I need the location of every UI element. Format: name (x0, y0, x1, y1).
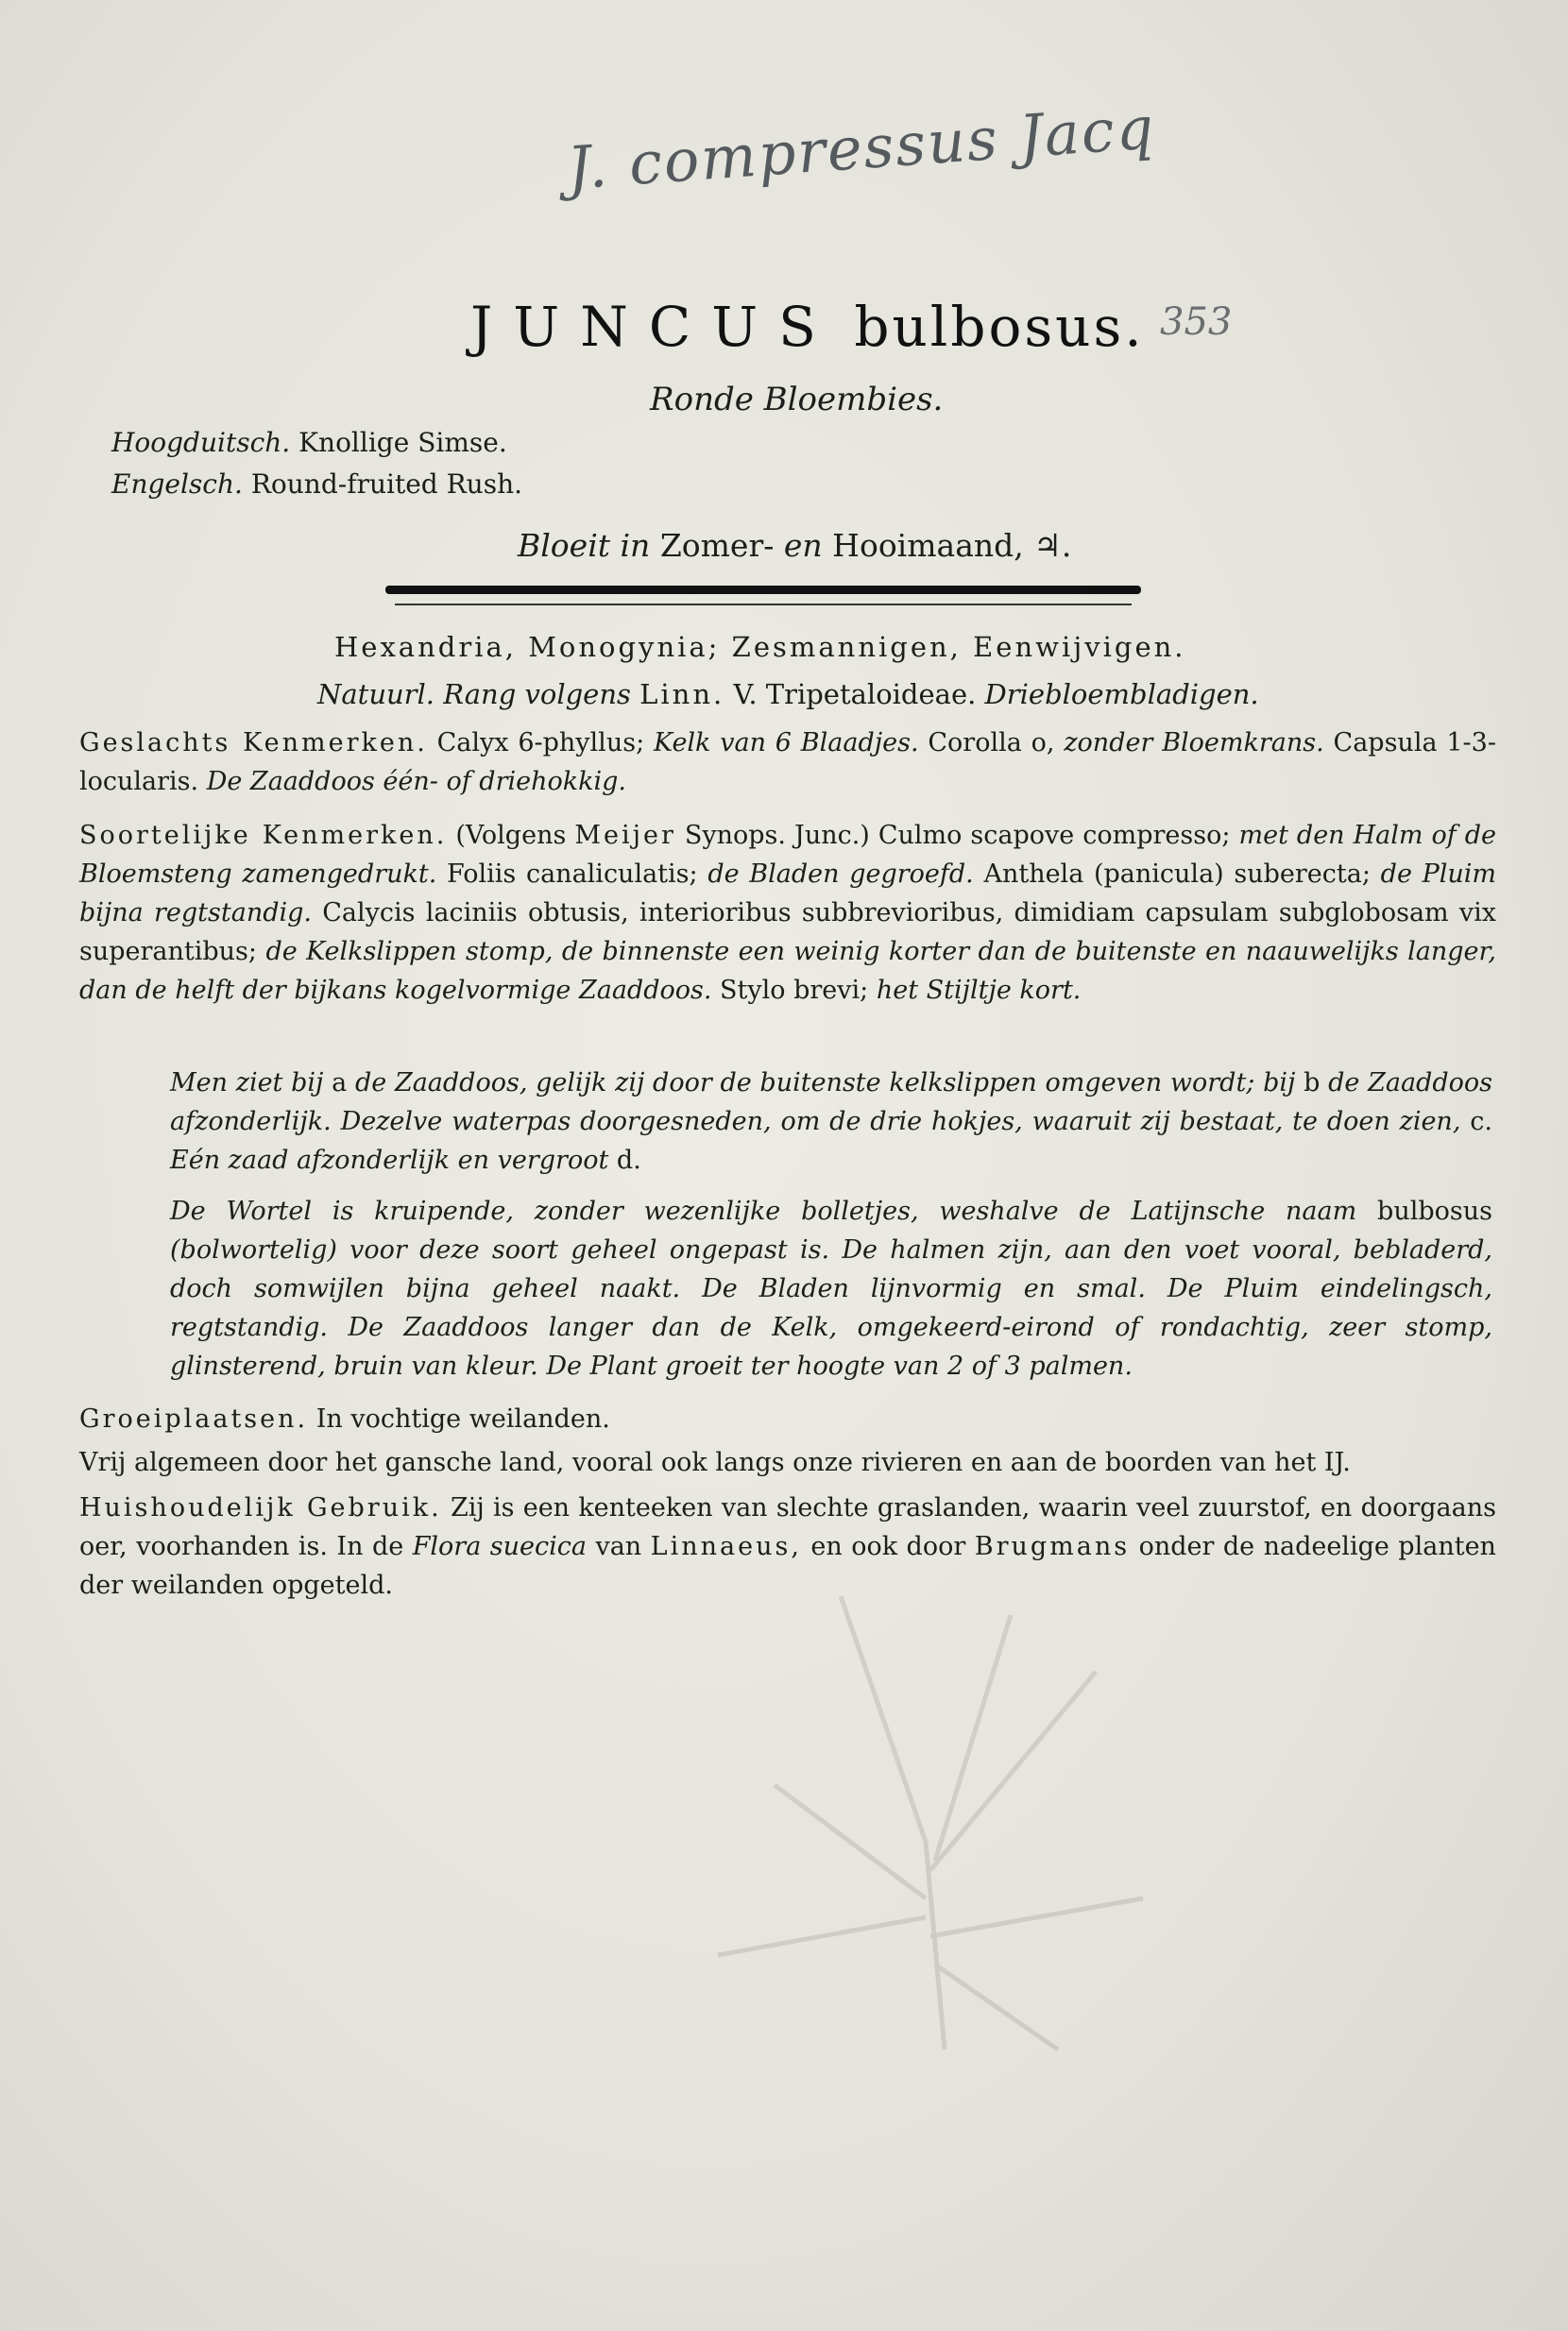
perennial-symbol: ♃. (1033, 527, 1072, 564)
lang-label: Hoogduitsch. (111, 427, 291, 458)
section-label: Groeiplaatsen. (79, 1404, 309, 1434)
natural-rank-line: Natuurl. Rang volgens Linn. V. Tripetaloideae. Driebloembladigen. (317, 678, 1259, 710)
name-row-english (111, 468, 522, 500)
flowering-line: Bloeit in Zomer- en Hooimaand, ♃. (518, 527, 1072, 564)
lang-label: Engelsch. (111, 468, 243, 500)
page-title (470, 295, 1145, 359)
bleed-through-plant-drawing (699, 1558, 1190, 2087)
section-label: Soortelijke Kenmerken. (79, 821, 448, 850)
common-name: Round-fruited Rush. (250, 468, 523, 500)
species-characters: Soortelijke Kenmerken. (Volgens Meijer Synops. Junc.) Culmo scapove compresso; met den Halm of de Bloemsteng zamengedrukt. Foliis canaliculatis; de Bladen gegroefd. Anthela (panicula) suberecta; de Pluim bijna regtstandig. Calycis laciniis obtusis, interioribus subbrevioribus, dimidiam capsulam subglobosam vix superantibus; de Kelkslippen stomp, de binnenste een weinig korter dan de buitenste en naauwelijks langer, dan de helft der bijkans kogelvormige Zaaddoos. Stylo brevi; het Stijltje kort. (79, 821, 1497, 1005)
root-description: De Wortel is kruipende, zonder wezenlijke bolletjes, weshalve de Latijnsche naam bulbosus (bolwortelig) voor deze soort geheel ongepast is. De halmen zijn, aan den voet vooral, bebladerd, doch somwijlen bijna geheel naakt. De Bladen lijnvormig en smal. De Pluim eindelingsch, regtstandig. De Zaaddoos langer dan de Kelk, omgekeerd-eirond of rondachtig, zeer stomp, glinsterend, bruin van kleur. De Plant groeit ter hoogte van 2 of 3 palmen. (170, 1197, 1492, 1381)
page-number: 353 (1160, 300, 1233, 344)
figure-explanation: Men ziet bij a de Zaaddoos, gelijk zij door de buitenste kelkslippen omgeven wordt; bij b de Zaaddoos afzonderlijk. Dezelve waterpas doorgesneden, om de drie hokjes, waaruit zij bestaat, te doen zien, c. Eén zaad afzonderlijk en vergroot d. (170, 1068, 1492, 1175)
common-name: Knollige Simse. (298, 427, 507, 458)
title-species: bulbosus. (854, 295, 1145, 359)
household-use: Huishoudelijk Gebruik. Zij is een kenteeken van slechte graslanden, waarin veel zuurstof, en doorgaans oer, voorhanden is. In de Flora suecica van Linnaeus, en ook door Brugmans onder de nadeelige planten der weilanden opgeteld. (79, 1493, 1497, 1600)
genus-characters: Geslachts Kenmerken. Calyx 6-phyllus; Kelk van 6 Blaadjes. Corolla o, zonder Bloemkrans. Capsula 1-3-locularis. De Zaaddoos één- of driehokkig. (79, 728, 1496, 796)
handwritten-annotation: J. compressus Jacq (565, 93, 1158, 203)
title-genus: JUNCUS (470, 295, 837, 359)
page-subtitle: Ronde Bloembies. (650, 381, 944, 418)
classification-line: Hexandria, Monogynia; Zesmannigen, Eenwijvigen. (334, 631, 1186, 663)
divider-thin (395, 604, 1132, 605)
name-row-german (111, 427, 507, 458)
section-label: Huishoudelijk Gebruik. (79, 1493, 442, 1523)
distribution: Vrij algemeen door het gansche land, vooral ook langs onze rivieren en aan de boorden van het IJ. (79, 1448, 1351, 1477)
section-label: Geslachts Kenmerken. (79, 728, 428, 757)
divider-thick (385, 586, 1141, 594)
habitat: Groeiplaatsen. In vochtige weilanden. (79, 1404, 610, 1434)
